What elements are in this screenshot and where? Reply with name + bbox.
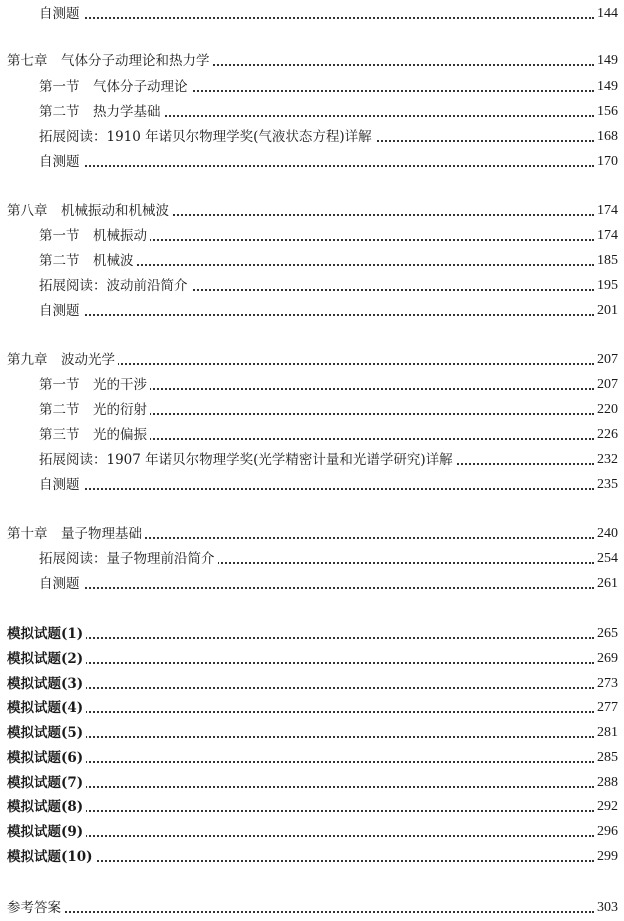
toc-page-number: 277	[594, 697, 618, 719]
dot-leader	[42, 314, 594, 316]
toc-page-number: 174	[594, 225, 618, 247]
toc-section-row[interactable]	[0, 399, 624, 421]
toc-entry-title: 第七章 气体分子动理论和热力学	[7, 50, 213, 72]
toc-page-number: 240	[594, 523, 618, 545]
dot-leader	[42, 17, 594, 19]
toc-entry-title: 第二节 机械波	[39, 250, 137, 272]
toc-chapter-row[interactable]	[0, 648, 624, 670]
toc-entry-title: 模拟试题(3)	[7, 673, 86, 695]
toc-section-row[interactable]	[0, 126, 624, 148]
toc-section-row[interactable]	[0, 374, 624, 396]
toc-page-number: 235	[594, 474, 618, 496]
toc-page-number: 149	[594, 50, 618, 72]
toc-page-number: 273	[594, 673, 618, 695]
toc-page-number: 226	[594, 424, 618, 446]
toc-chapter-row[interactable]	[0, 772, 624, 794]
toc-entry-title: 第八章 机械振动和机械波	[7, 200, 172, 222]
toc-page-number: 265	[594, 623, 618, 645]
toc-section-row[interactable]	[0, 275, 624, 297]
toc-entry-title: 自测题	[39, 474, 83, 496]
toc-page-number: 281	[594, 722, 618, 744]
toc-page-number: 254	[594, 548, 618, 570]
toc-entry-title: 模拟试题(9)	[7, 821, 86, 843]
toc-page-number: 232	[594, 449, 618, 471]
toc-chapter-row[interactable]	[0, 796, 624, 818]
dot-leader	[42, 587, 594, 589]
dot-leader	[42, 488, 594, 490]
dot-leader	[10, 810, 594, 812]
dot-leader	[10, 761, 594, 763]
toc-section-row[interactable]	[0, 300, 624, 322]
dot-leader	[10, 786, 594, 788]
toc-section-row[interactable]	[0, 573, 624, 595]
toc-entry-title: 第一节 机械振动	[39, 225, 150, 247]
toc-page-number: 296	[594, 821, 618, 843]
toc-page-number: 220	[594, 399, 618, 421]
dot-leader	[10, 687, 594, 689]
toc-page-number: 303	[594, 897, 618, 919]
dot-leader	[10, 637, 594, 639]
toc-entry-title: 第九章 波动光学	[7, 349, 118, 371]
dot-leader	[42, 165, 594, 167]
toc-entry-title: 第三节 光的偏振	[39, 424, 150, 446]
toc-entry-title: 自测题	[39, 151, 83, 173]
toc-chapter-row[interactable]	[0, 747, 624, 769]
toc-entry-title: 自测题	[39, 300, 83, 322]
toc-section-row[interactable]	[0, 3, 624, 25]
toc-section-row[interactable]	[0, 250, 624, 272]
toc-chapter-row[interactable]	[0, 523, 624, 545]
toc-entry-title: 第一节 光的干涉	[39, 374, 150, 396]
toc-chapter-row[interactable]	[0, 50, 624, 72]
toc-entry-title: 自测题	[39, 573, 83, 595]
toc-chapter-row[interactable]	[0, 697, 624, 719]
toc-entry-title: 拓展阅读：量子物理前沿简介	[39, 548, 218, 570]
toc-page-number: 144	[594, 3, 618, 25]
toc-chapter-row[interactable]	[0, 821, 624, 843]
toc-page-number: 170	[594, 151, 618, 173]
toc-entry-title: 模拟试题(4)	[7, 697, 86, 719]
toc-entry-title: 第十章 量子物理基础	[7, 523, 145, 545]
toc-page-number: 149	[594, 76, 618, 98]
toc-section-row[interactable]	[0, 474, 624, 496]
toc-page-number: 168	[594, 126, 618, 148]
toc-section-row[interactable]	[0, 548, 624, 570]
toc-entry-title: 第二节 光的衍射	[39, 399, 150, 421]
toc-chapter-row[interactable]	[0, 673, 624, 695]
toc-section-row[interactable]	[0, 424, 624, 446]
dot-leader	[10, 662, 594, 664]
toc-page-number: 201	[594, 300, 618, 322]
dot-leader	[10, 860, 594, 862]
toc-section-row[interactable]	[0, 225, 624, 247]
toc-section-row[interactable]	[0, 101, 624, 123]
toc-page-number: 288	[594, 772, 618, 794]
toc-page-number: 156	[594, 101, 618, 123]
dot-leader	[10, 911, 594, 913]
dot-leader	[10, 711, 594, 713]
toc-page-number: 299	[594, 846, 618, 868]
toc-page-number: 269	[594, 648, 618, 670]
toc-chapter-row[interactable]	[0, 846, 624, 868]
toc-page-number: 285	[594, 747, 618, 769]
dot-leader	[10, 736, 594, 738]
toc-section-row[interactable]	[0, 76, 624, 98]
toc-page-number: 207	[594, 374, 618, 396]
toc-page-number: 174	[594, 200, 618, 222]
toc-entry-title: 模拟试题(10)	[7, 846, 96, 868]
toc-entry-title: 模拟试题(7)	[7, 772, 86, 794]
toc-section-row[interactable]	[0, 151, 624, 173]
toc-entry-title: 模拟试题(6)	[7, 747, 86, 769]
toc-entry-title: 模拟试题(1)	[7, 623, 86, 645]
toc-entry-title: 自测题	[39, 3, 83, 25]
toc-chapter-row[interactable]	[0, 722, 624, 744]
toc-entry-title: 拓展阅读：1910 年诺贝尔物理学奖(气液状态方程)详解	[39, 126, 375, 148]
toc-entry-title: 第一节 气体分子动理论	[39, 76, 191, 98]
toc-entry-title: 模拟试题(2)	[7, 648, 86, 670]
toc-page-number: 292	[594, 796, 618, 818]
toc-page-number: 207	[594, 349, 618, 371]
toc-chapter-row[interactable]	[0, 897, 624, 919]
dot-leader	[10, 835, 594, 837]
toc-entry-title: 参考答案	[7, 897, 64, 919]
toc-entry-title: 第二节 热力学基础	[39, 101, 164, 123]
toc-page-number: 261	[594, 573, 618, 595]
toc-page-number: 195	[594, 275, 618, 297]
toc-section-row[interactable]	[0, 449, 624, 471]
toc-entry-title: 拓展阅读：波动前沿简介	[39, 275, 191, 297]
toc-chapter-row[interactable]	[0, 623, 624, 645]
toc-chapter-row[interactable]	[0, 349, 624, 371]
toc-chapter-row[interactable]	[0, 200, 624, 222]
toc-entry-title: 模拟试题(8)	[7, 796, 86, 818]
toc-entry-title: 模拟试题(5)	[7, 722, 86, 744]
toc-entry-title: 拓展阅读：1907 年诺贝尔物理学奖(光学精密计量和光谱学研究)详解	[39, 449, 456, 471]
toc-page-number: 185	[594, 250, 618, 272]
